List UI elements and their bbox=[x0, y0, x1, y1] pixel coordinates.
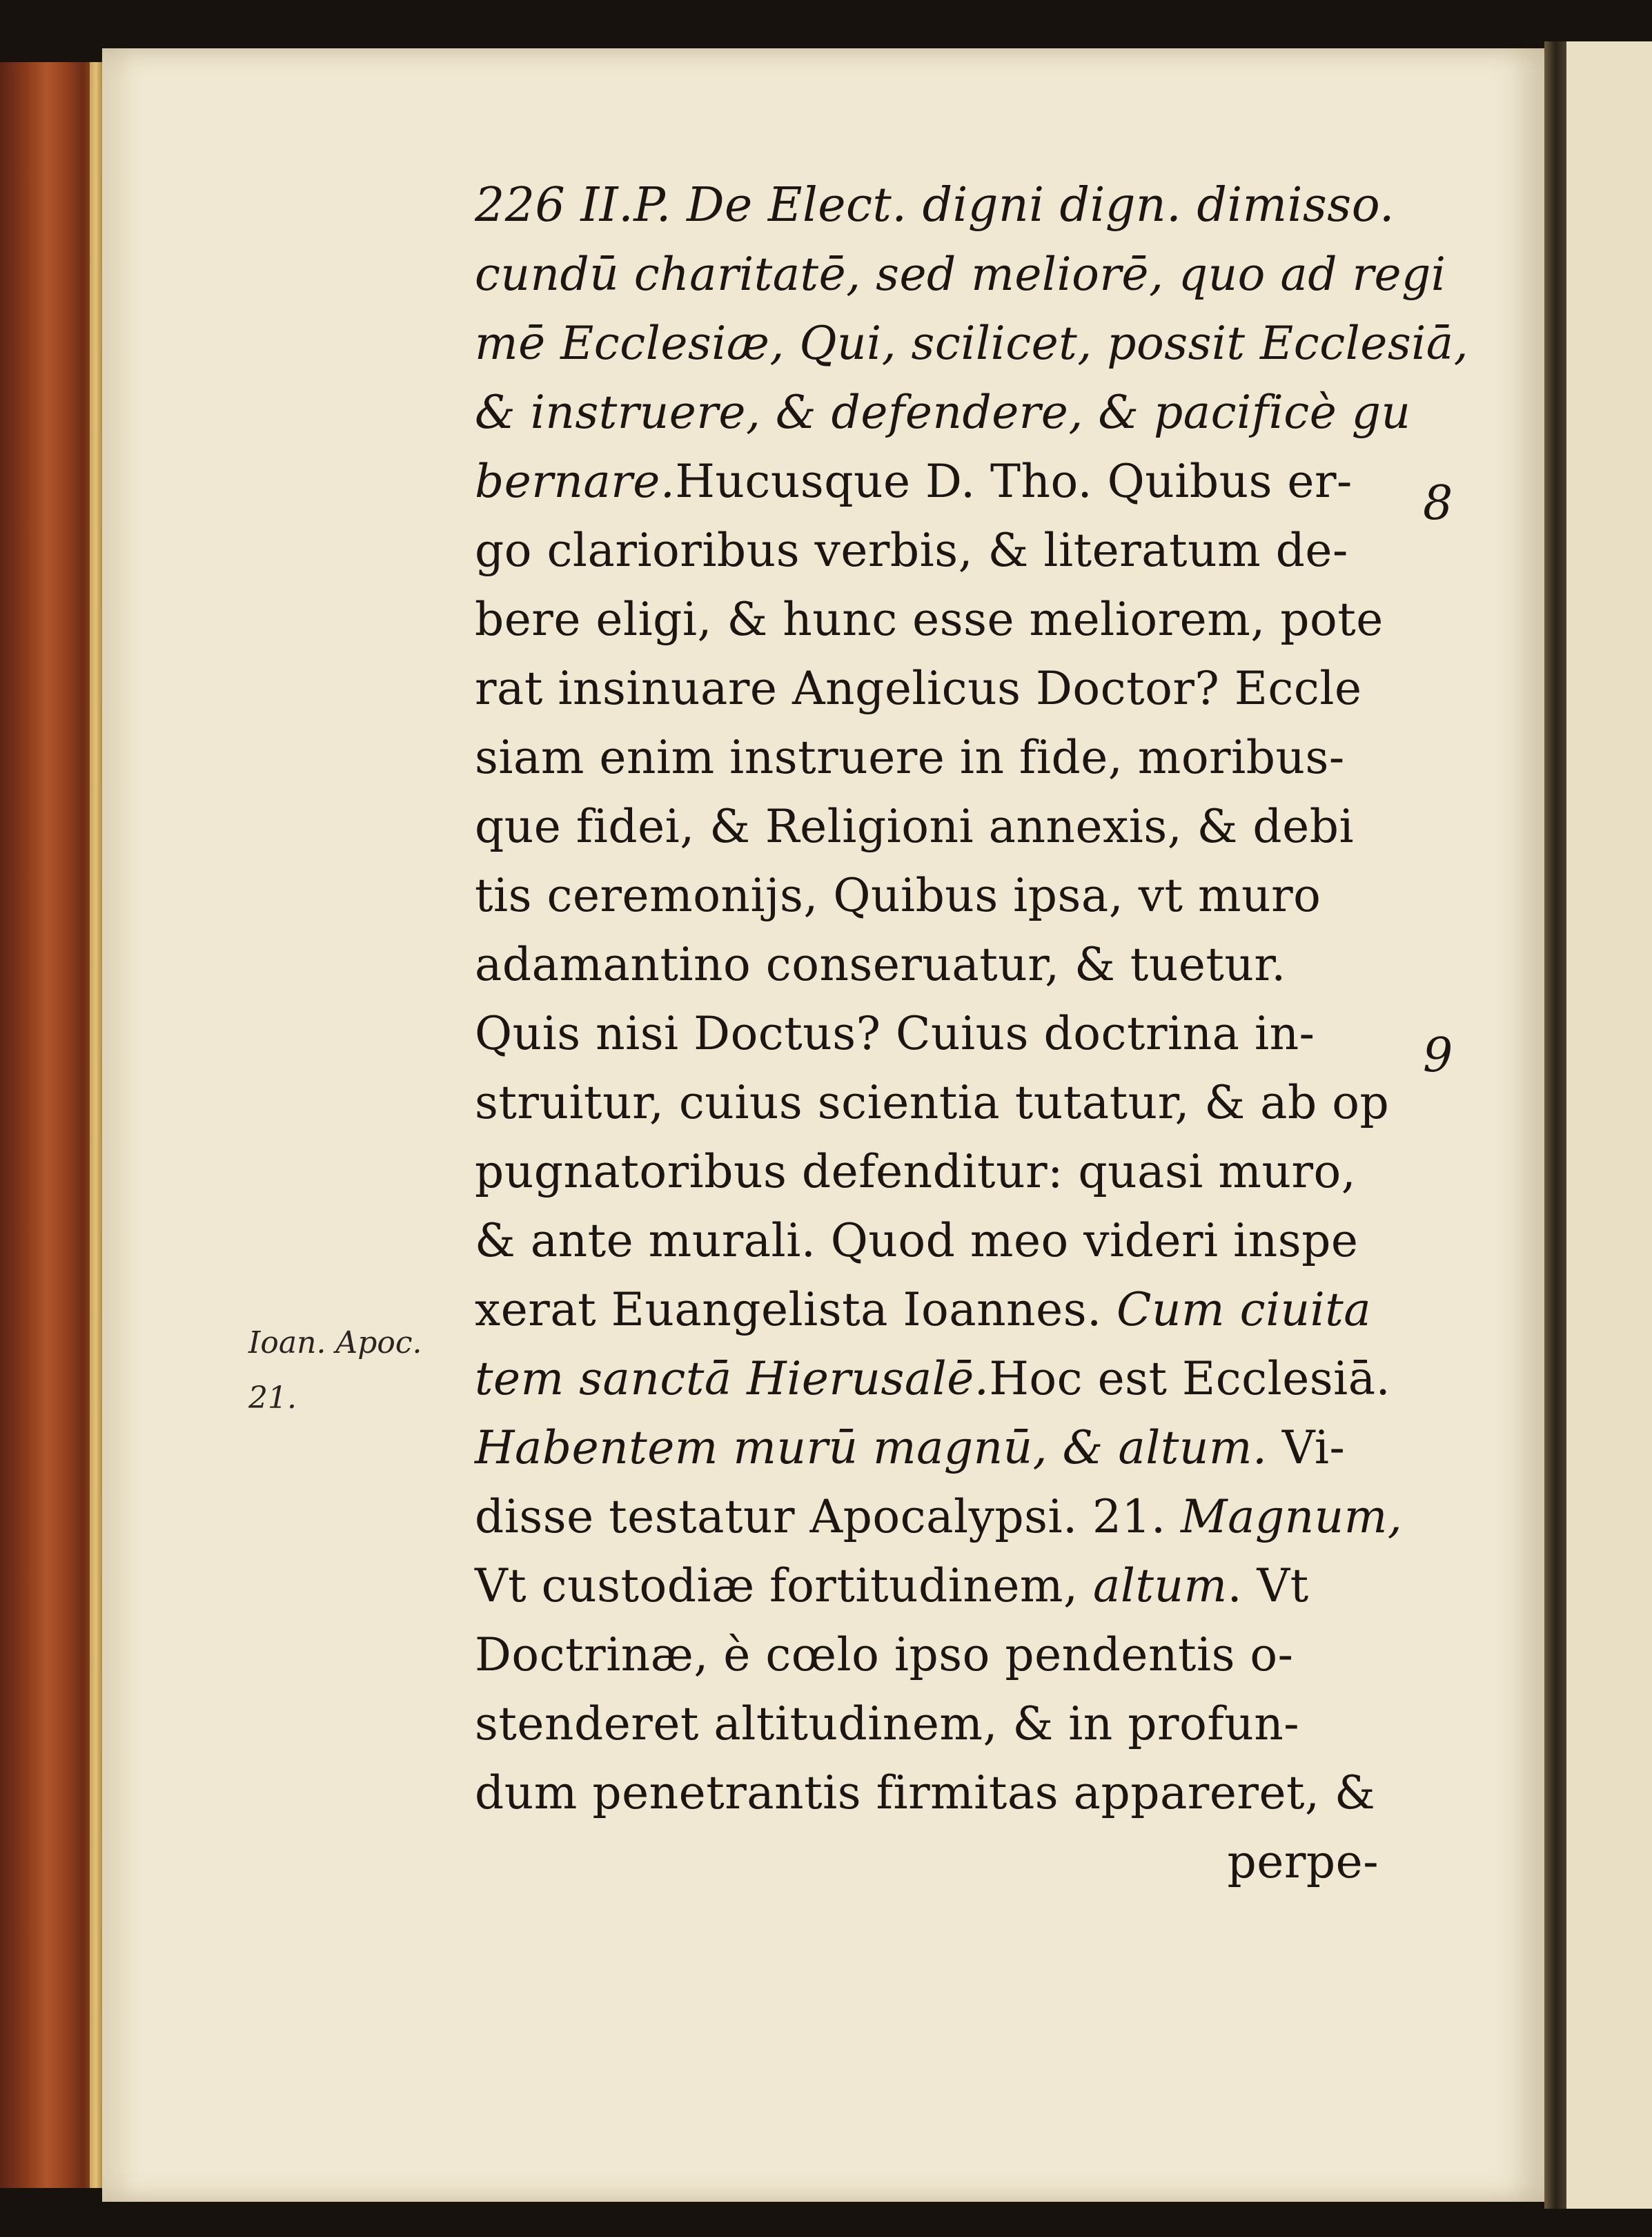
book-fore-edge bbox=[0, 62, 104, 2188]
text-line bbox=[475, 999, 1379, 1068]
text-line bbox=[475, 792, 1379, 861]
roman-text: siam enim instruere in fide, moribus- bbox=[475, 731, 1345, 784]
text-line bbox=[475, 1276, 1379, 1345]
roman-text: que fidei, & Religioni annexis, & debi bbox=[475, 800, 1355, 853]
text-line bbox=[475, 309, 1469, 378]
text-line bbox=[475, 1414, 1379, 1483]
roman-text: & ante murali. Quod meo videri inspe bbox=[475, 1214, 1359, 1267]
text-line bbox=[475, 585, 1384, 654]
text-line bbox=[475, 240, 1446, 309]
text-line bbox=[475, 447, 1379, 516]
text-line bbox=[475, 1137, 1379, 1207]
roman-text: Doctrinæ, è cœlo ipso pendentis o- bbox=[475, 1628, 1294, 1681]
italic-text: tem sanctā Hierusalē. bbox=[475, 1352, 990, 1405]
text-line bbox=[475, 1068, 1390, 1137]
text-line bbox=[475, 516, 1379, 585]
text-line bbox=[475, 861, 1379, 930]
roman-text: tis ceremonijs, Quibus ipsa, vt muro bbox=[475, 869, 1321, 922]
italic-text: cundū charitatē, sed meliorē, quo ad regi bbox=[475, 248, 1446, 301]
text-line bbox=[475, 654, 1379, 723]
margin-number-9: 9 bbox=[1423, 1028, 1453, 1083]
roman-text: rat insinuare Angelicus Doctor? Eccle bbox=[475, 662, 1362, 715]
text-line bbox=[475, 378, 1411, 447]
text-line bbox=[475, 723, 1379, 792]
text-line bbox=[475, 930, 1379, 999]
roman-text: struitur, cuius scientia tutatur, & ab op bbox=[475, 1076, 1390, 1129]
roman-text: Vt custodiæ fortitudinem, bbox=[475, 1559, 1093, 1612]
text-line bbox=[475, 1621, 1379, 1690]
roman-text: bere eligi, & hunc esse meliorem, pote bbox=[475, 593, 1384, 646]
text-line bbox=[475, 1483, 1403, 1552]
italic-text: Cum ciuita bbox=[1117, 1283, 1372, 1336]
facing-page-edge bbox=[1566, 41, 1652, 2209]
margin-number-8: 8 bbox=[1423, 476, 1453, 531]
text-line bbox=[475, 1552, 1379, 1621]
roman-text: Vi- bbox=[1267, 1421, 1346, 1474]
italic-text: Habentem murū magnū, & altum. bbox=[475, 1421, 1268, 1474]
roman-text: Quis nisi Doctus? Cuius doctrina in- bbox=[475, 1007, 1315, 1060]
roman-text: Hoc est Ecclesiā. bbox=[989, 1352, 1391, 1405]
roman-text: dum penetrantis firmitas appareret, & bbox=[475, 1766, 1376, 1819]
roman-text: xerat Euangelista Ioannes. bbox=[475, 1283, 1117, 1336]
italic-text: & instruere, & defendere, & pacificè gu bbox=[475, 386, 1411, 439]
italic-text: bernare. bbox=[475, 455, 676, 508]
text-block bbox=[475, 171, 1469, 1897]
margin-reference-line1: Ioan. Apoc. bbox=[248, 1325, 422, 1360]
text-line bbox=[475, 1207, 1379, 1276]
italic-text: mē Ecclesiæ, Qui, scilicet, possit Ecclesiā, bbox=[475, 317, 1469, 370]
italic-text: altum bbox=[1092, 1559, 1228, 1612]
text-line bbox=[475, 1345, 1391, 1414]
margin-reference-line2: 21. bbox=[248, 1380, 297, 1416]
running-head: 226 II.P. De Elect. digni dign. dimisso. bbox=[475, 178, 1395, 233]
roman-text: stenderet altitudinem, & in profun- bbox=[475, 1697, 1300, 1750]
text-line bbox=[475, 1759, 1379, 1828]
roman-text: disse testatur Apocalypsi. 21. bbox=[475, 1490, 1181, 1543]
roman-text: adamantino conseruatur, & tuetur. bbox=[475, 938, 1286, 991]
page-gutter bbox=[1544, 41, 1566, 2209]
roman-text: pugnatoribus defenditur: quasi muro, bbox=[475, 1145, 1357, 1198]
roman-text: Hucusque D. Tho. Quibus er- bbox=[675, 455, 1353, 508]
body-text bbox=[475, 240, 1469, 1828]
gilt-edge bbox=[90, 62, 102, 2188]
roman-text: go clarioribus verbis, & literatum de- bbox=[475, 524, 1348, 577]
catchword: perpe- bbox=[1227, 1835, 1379, 1888]
italic-text: Magnum, bbox=[1181, 1490, 1403, 1543]
roman-text: . Vt bbox=[1227, 1559, 1309, 1612]
text-line bbox=[475, 1690, 1379, 1759]
